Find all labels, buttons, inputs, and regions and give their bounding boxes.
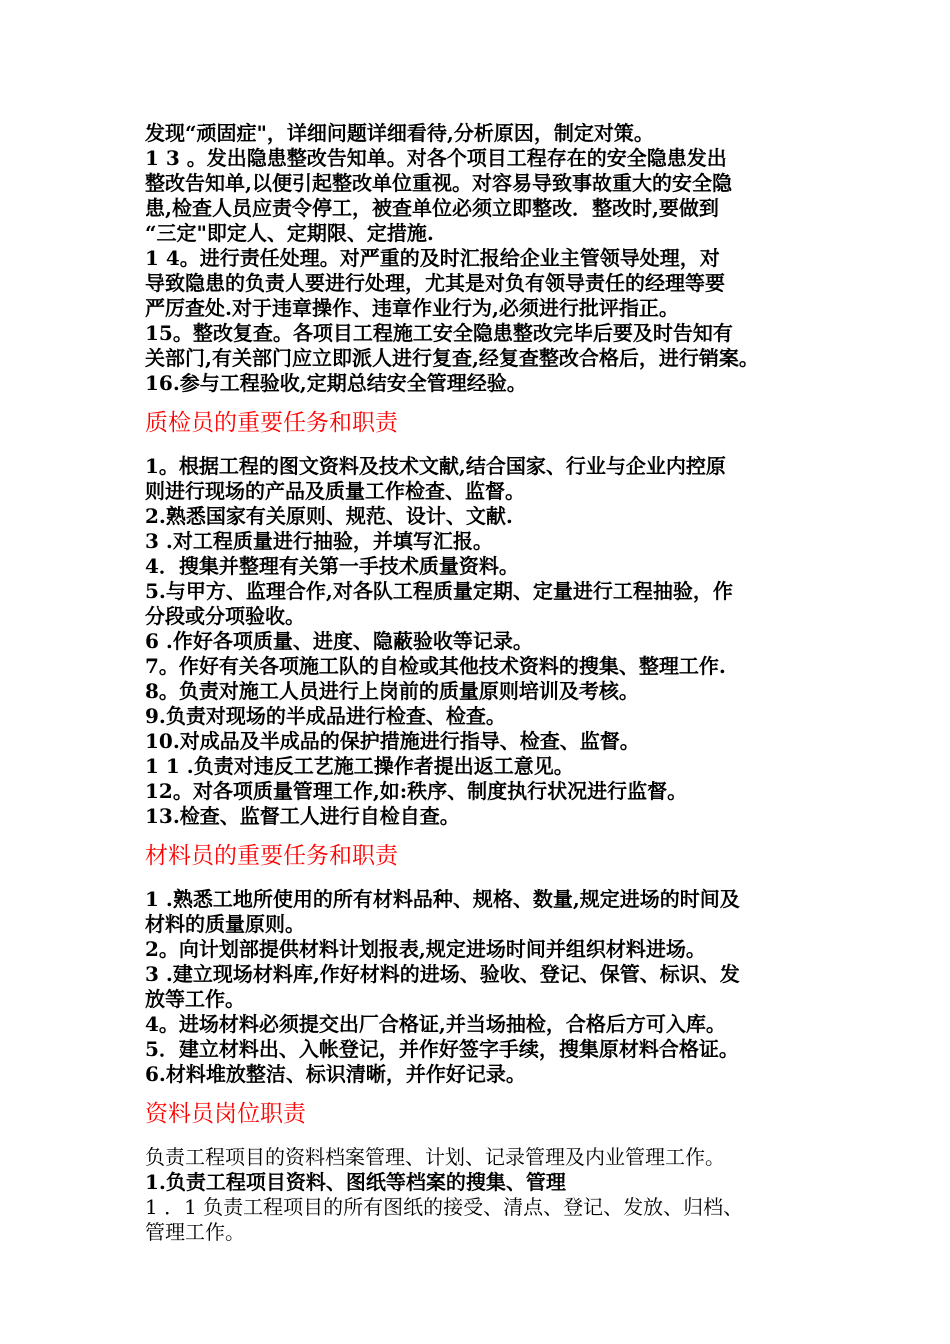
paragraph-line: 13.检查、监督工人进行自检自查。	[145, 804, 460, 828]
paragraph-line: 1。根据工程的图文资料及技术文献,结合国家、行业与企业内控原	[145, 454, 726, 478]
paragraph-line: 1 4。进行责任处理。对严重的及时汇报给企业主管领导处理，对	[145, 246, 720, 270]
paragraph-line: 6 .作好各项质量、进度、隐蔽验收等记录。	[145, 629, 533, 653]
paragraph-line: 15。整改复查。各项目工程施工安全隐患整改完毕后要及时告知有	[145, 321, 733, 345]
paragraph-line: 6.材料堆放整洁、标识清晰，并作好记录。	[145, 1062, 526, 1086]
paragraph-line: 1 .熟悉工地所使用的所有材料品种、规格、数量,规定进场的时间及	[145, 887, 740, 911]
section-heading-quality-inspector: 质检员的重要任务和职责	[145, 410, 398, 436]
quality-inspector-duties	[145, 454, 825, 829]
paragraph-line: 严厉查处.对于违章操作、违章作业行为,必须进行批评指正。	[145, 296, 679, 320]
paragraph-line: 2。向计划部提供材料计划报表,规定进场时间并组织材料进场。	[145, 937, 706, 961]
paragraph-line: 关部门,有关部门应立即派人进行复查,经复查整改合格后，进行销案。	[145, 346, 759, 370]
paragraph-line: 1 1 .负责对违反工艺施工操作者提出返工意见。	[145, 754, 574, 778]
document-page	[145, 121, 825, 1245]
paragraph-line: 导致隐患的负责人要进行处理，尤其是对负有领导责任的经理等要	[145, 271, 725, 295]
paragraph-line: 1 ．1 负责工程项目的所有图纸的接受、清点、登记、发放、归档、	[145, 1195, 744, 1219]
paragraph-line: 5．建立材料出、入帐登记，并作好签字手续，搜集原材料合格证。	[145, 1037, 739, 1061]
paragraph-line: 则进行现场的产品及质量工作检查、监督。	[145, 479, 525, 503]
paragraph-line: 患,检查人员应责令停工，被查单位必须立即整改．整改时,要做到	[145, 196, 719, 220]
paragraph-line: 9.负责对现场的半成品进行检查、检查。	[145, 704, 506, 728]
document-clerk-duties	[145, 1145, 825, 1245]
paragraph-line: 5.与甲方、监理合作,对各队工程质量定期、定量进行工程抽验，作	[145, 579, 733, 603]
paragraph-line: 7。作好有关各项施工队的自检或其他技术资料的搜集、整理工作.	[145, 654, 726, 678]
paragraph-line: 4．搜集并整理有关第一手技术质量资料。	[145, 554, 519, 578]
paragraph-line: 4。进场材料必须提交出厂合格证,并当场抽检，合格后方可入库。	[145, 1012, 726, 1036]
paragraph-line: “三定"即定人、定期限、定措施.	[145, 221, 434, 245]
paragraph-line: 1.负责工程项目资料、图纸等档案的搜集、管理	[145, 1170, 566, 1194]
paragraph-line: 12。对各项质量管理工作,如:秩序、制度执行状况进行监督。	[145, 779, 688, 803]
paragraph-line: 8。负责对施工人员进行上岗前的质量原则培训及考核。	[145, 679, 639, 703]
paragraph-line: 3 .对工程质量进行抽验，并填写汇报。	[145, 529, 493, 553]
paragraph-line: 负责工程项目的资料档案管理、计划、记录管理及内业管理工作。	[145, 1145, 725, 1169]
section-heading-material-clerk: 材料员的重要任务和职责	[145, 843, 398, 869]
safety-duties-continued	[145, 121, 825, 396]
paragraph-line: 发现“顽固症"，详细问题详细看待,分析原因，制定对策。	[145, 121, 654, 145]
paragraph-line: 10.对成品及半成品的保护措施进行指导、检查、监督。	[145, 729, 640, 753]
paragraph-line: 16.参与工程验收,定期总结安全管理经验。	[145, 371, 527, 395]
paragraph-line: 整改告知单,以便引起整改单位重视。对容易导致事故重大的安全隐	[145, 171, 732, 195]
material-clerk-duties	[145, 887, 825, 1087]
paragraph-line: 1 3 。发出隐患整改告知单。对各个项目工程存在的安全隐患发出	[145, 146, 727, 170]
paragraph-line: 材料的质量原则。	[145, 912, 305, 936]
section-heading-document-clerk: 资料员岗位职责	[145, 1101, 306, 1127]
paragraph-line: 放等工作。	[145, 987, 245, 1011]
paragraph-line: 分段或分项验收。	[145, 604, 305, 628]
paragraph-line: 2.熟悉国家有关原则、规范、设计、文献.	[145, 504, 513, 528]
paragraph-line: 3 .建立现场材料库,作好材料的进场、验收、登记、保管、标识、发	[145, 962, 740, 986]
paragraph-line: 管理工作。	[145, 1220, 245, 1244]
